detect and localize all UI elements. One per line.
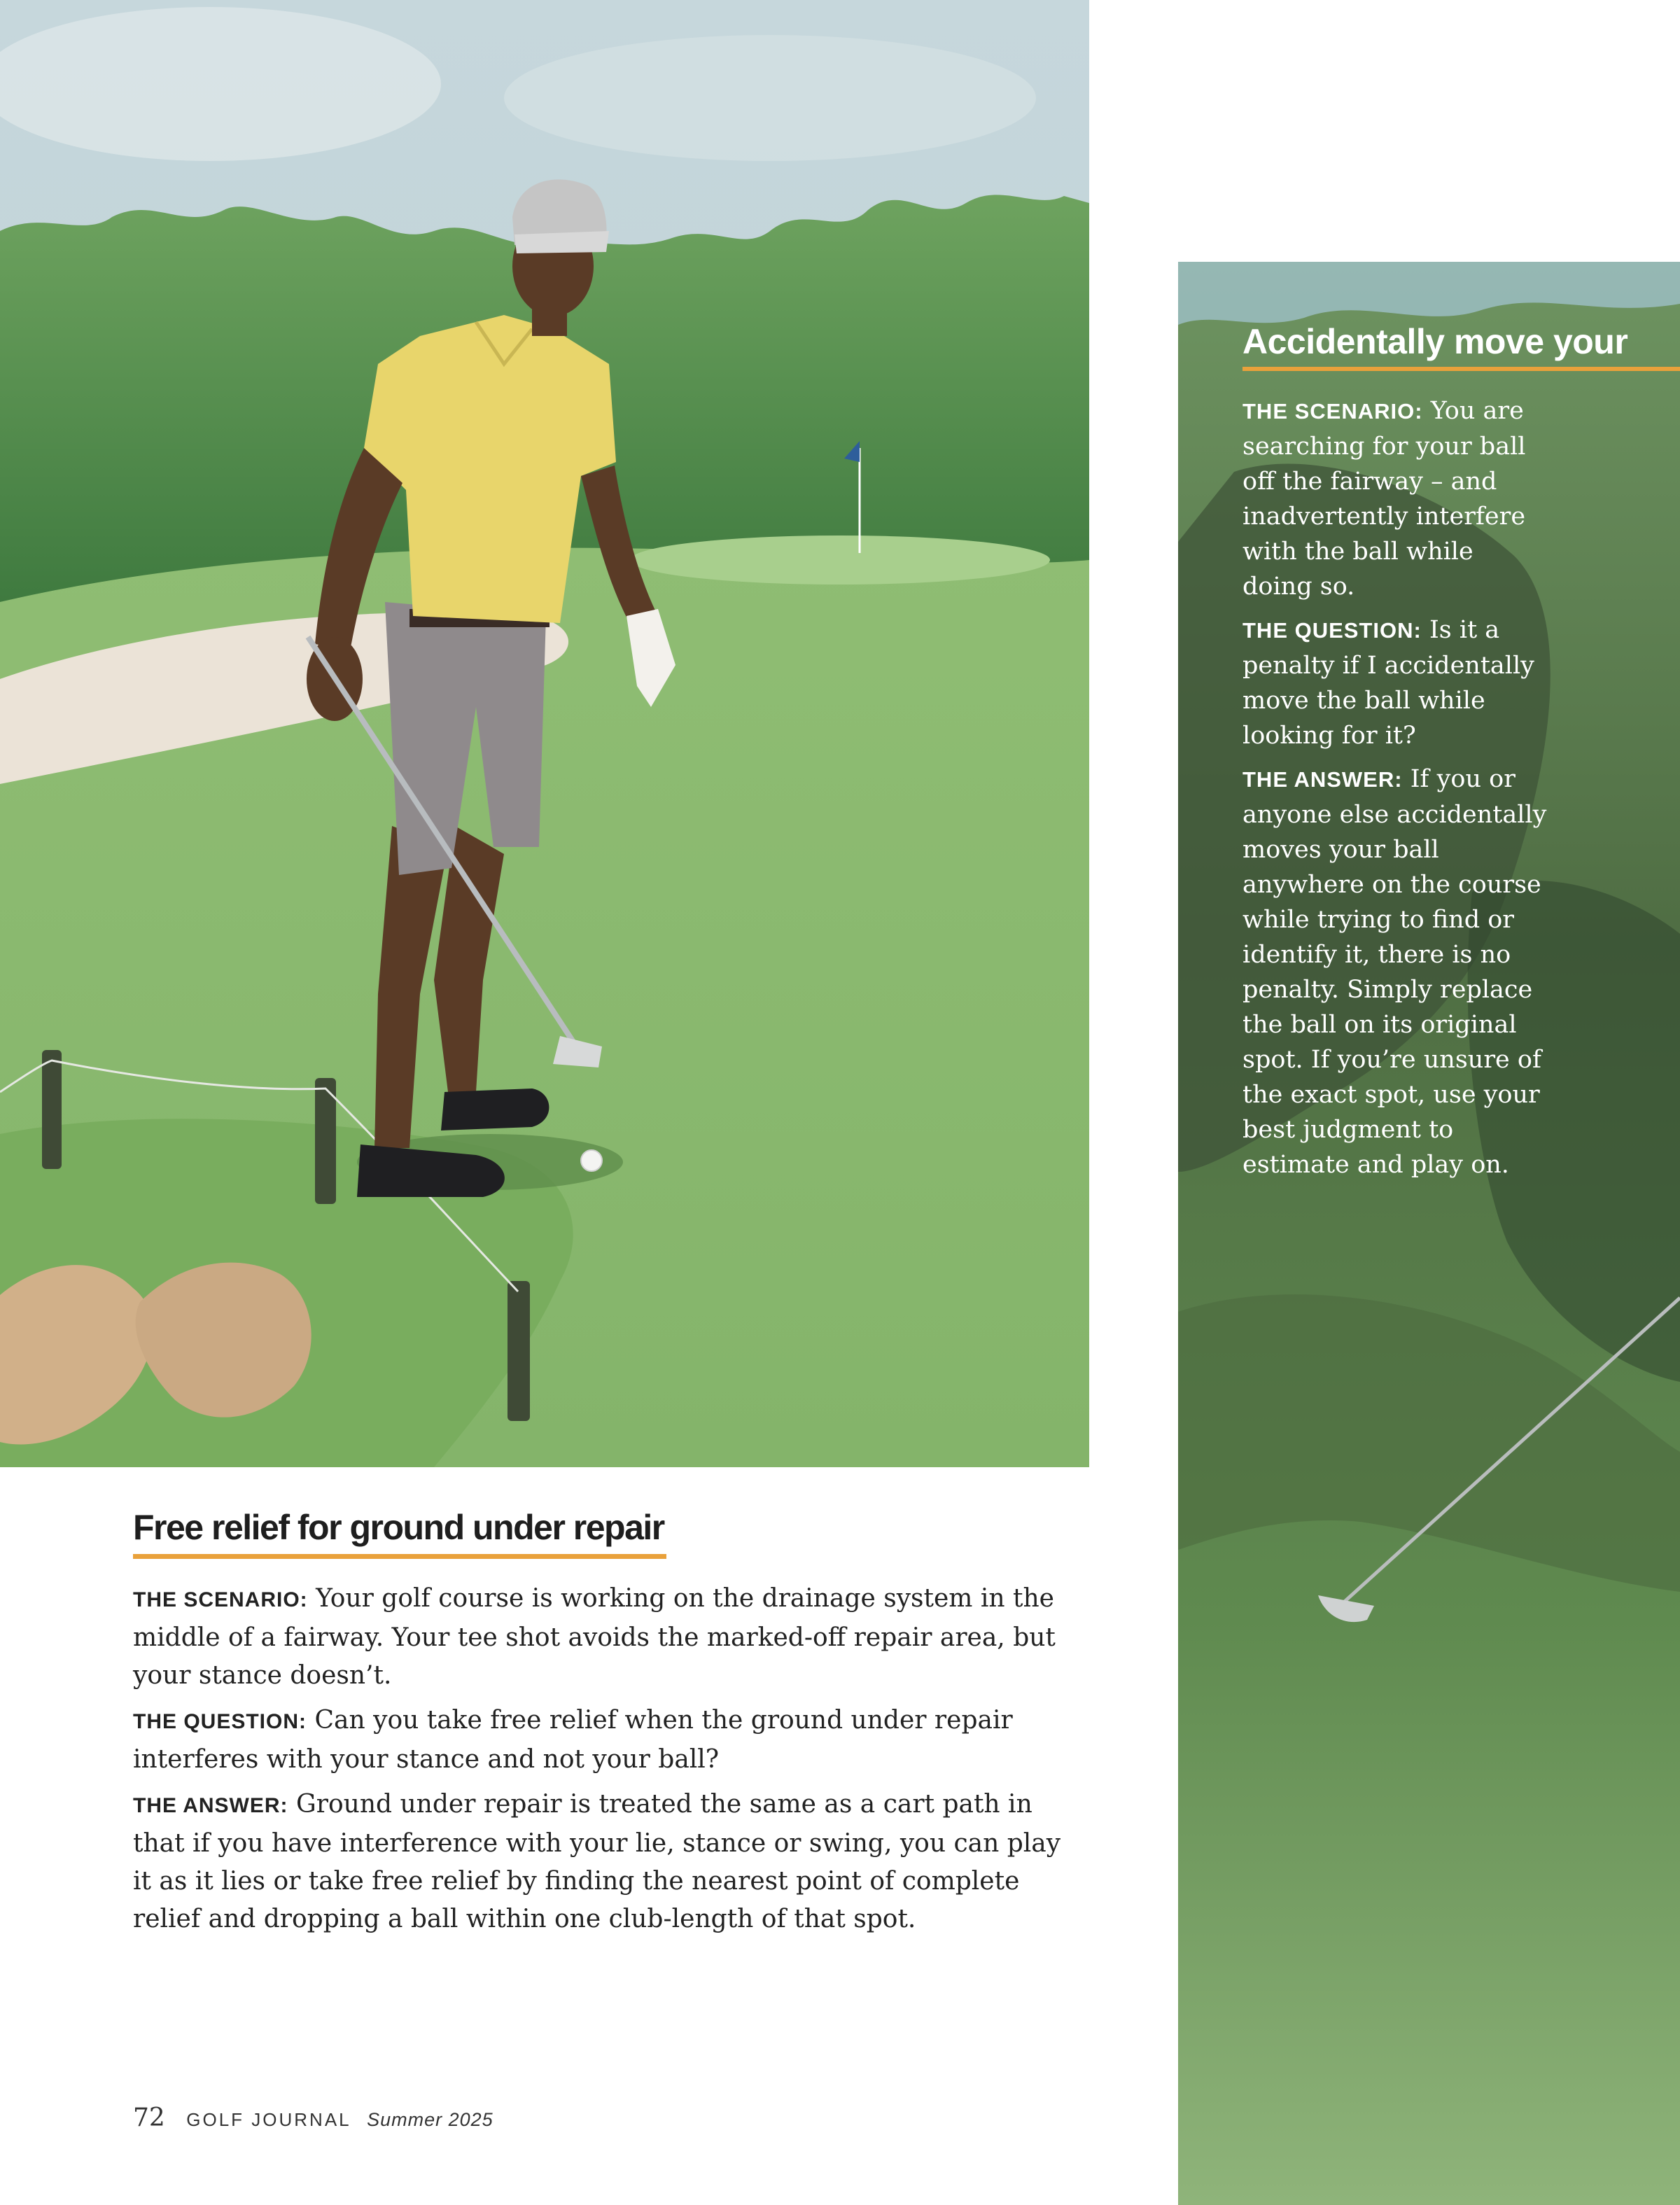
- sidebar-question-label: THE QUESTION:: [1242, 618, 1422, 643]
- article-answer-label: THE ANSWER:: [133, 1794, 288, 1817]
- article-heading-rule: [133, 1554, 666, 1559]
- article-question-text: Can you take free relief when the ground under repair interferes with your stance and not your ball?: [133, 1706, 1013, 1774]
- article-body: [133, 1580, 1092, 1938]
- sidebar-answer: [1242, 762, 1550, 1182]
- sidebar-answer-label: THE ANSWER:: [1242, 767, 1403, 792]
- article-heading: Free relief for ground under repair: [133, 1508, 664, 1547]
- article-answer-text: Ground under repair is treated the same as a cart path in that if you have interference with your lie, stance or swing, you can play it as it lies or take free relief by finding the nearest point of complete relief and dropping a ball within one club-length of that spot.: [133, 1790, 1061, 1933]
- article-question-label: THE QUESTION:: [133, 1710, 307, 1733]
- sidebar-text: [1242, 319, 1628, 1191]
- golfer-illustration: [0, 0, 1089, 1467]
- page-footer: [133, 2104, 493, 2132]
- sidebar-question-text: Is it a penalty if I accidentally move the ball while looking for it?: [1242, 616, 1534, 750]
- sidebar-scenario-label: THE SCENARIO:: [1242, 399, 1423, 424]
- sidebar-panel: [1178, 262, 1680, 2205]
- article-answer: [133, 1786, 1085, 1938]
- sidebar-heading: Accidentally move your: [1242, 322, 1628, 361]
- article-question: [133, 1702, 1085, 1779]
- sidebar-scenario: [1242, 393, 1550, 604]
- sidebar-body: [1242, 393, 1606, 1182]
- article-scenario: [133, 1580, 1085, 1695]
- page-number: 72: [133, 2104, 165, 2132]
- sidebar-answer-text: If you or anyone else accidentally moves your ball anywhere on the course while trying to find or identify it, there is no penalty. Simply replace the ball on its original spot. If you’re unsure of the exact spot, use your best judgment to estimate and play on.: [1242, 765, 1547, 1179]
- article: [133, 1505, 1092, 1945]
- article-scenario-label: THE SCENARIO:: [133, 1588, 308, 1611]
- publication-name: GOLF JOURNAL: [186, 2109, 351, 2130]
- article-scenario-text: Your golf course is working on the drainage system in the middle of a fairway. Your tee shot avoids the marked-off repair area, but your stance doesn’t.: [133, 1584, 1056, 1690]
- sidebar-scenario-text: You are searching for your ball off the fairway – and inadvertently interfere with the ball while doing so.: [1242, 397, 1526, 601]
- issue-date: Summer 2025: [367, 2109, 493, 2130]
- sidebar-question: [1242, 612, 1550, 753]
